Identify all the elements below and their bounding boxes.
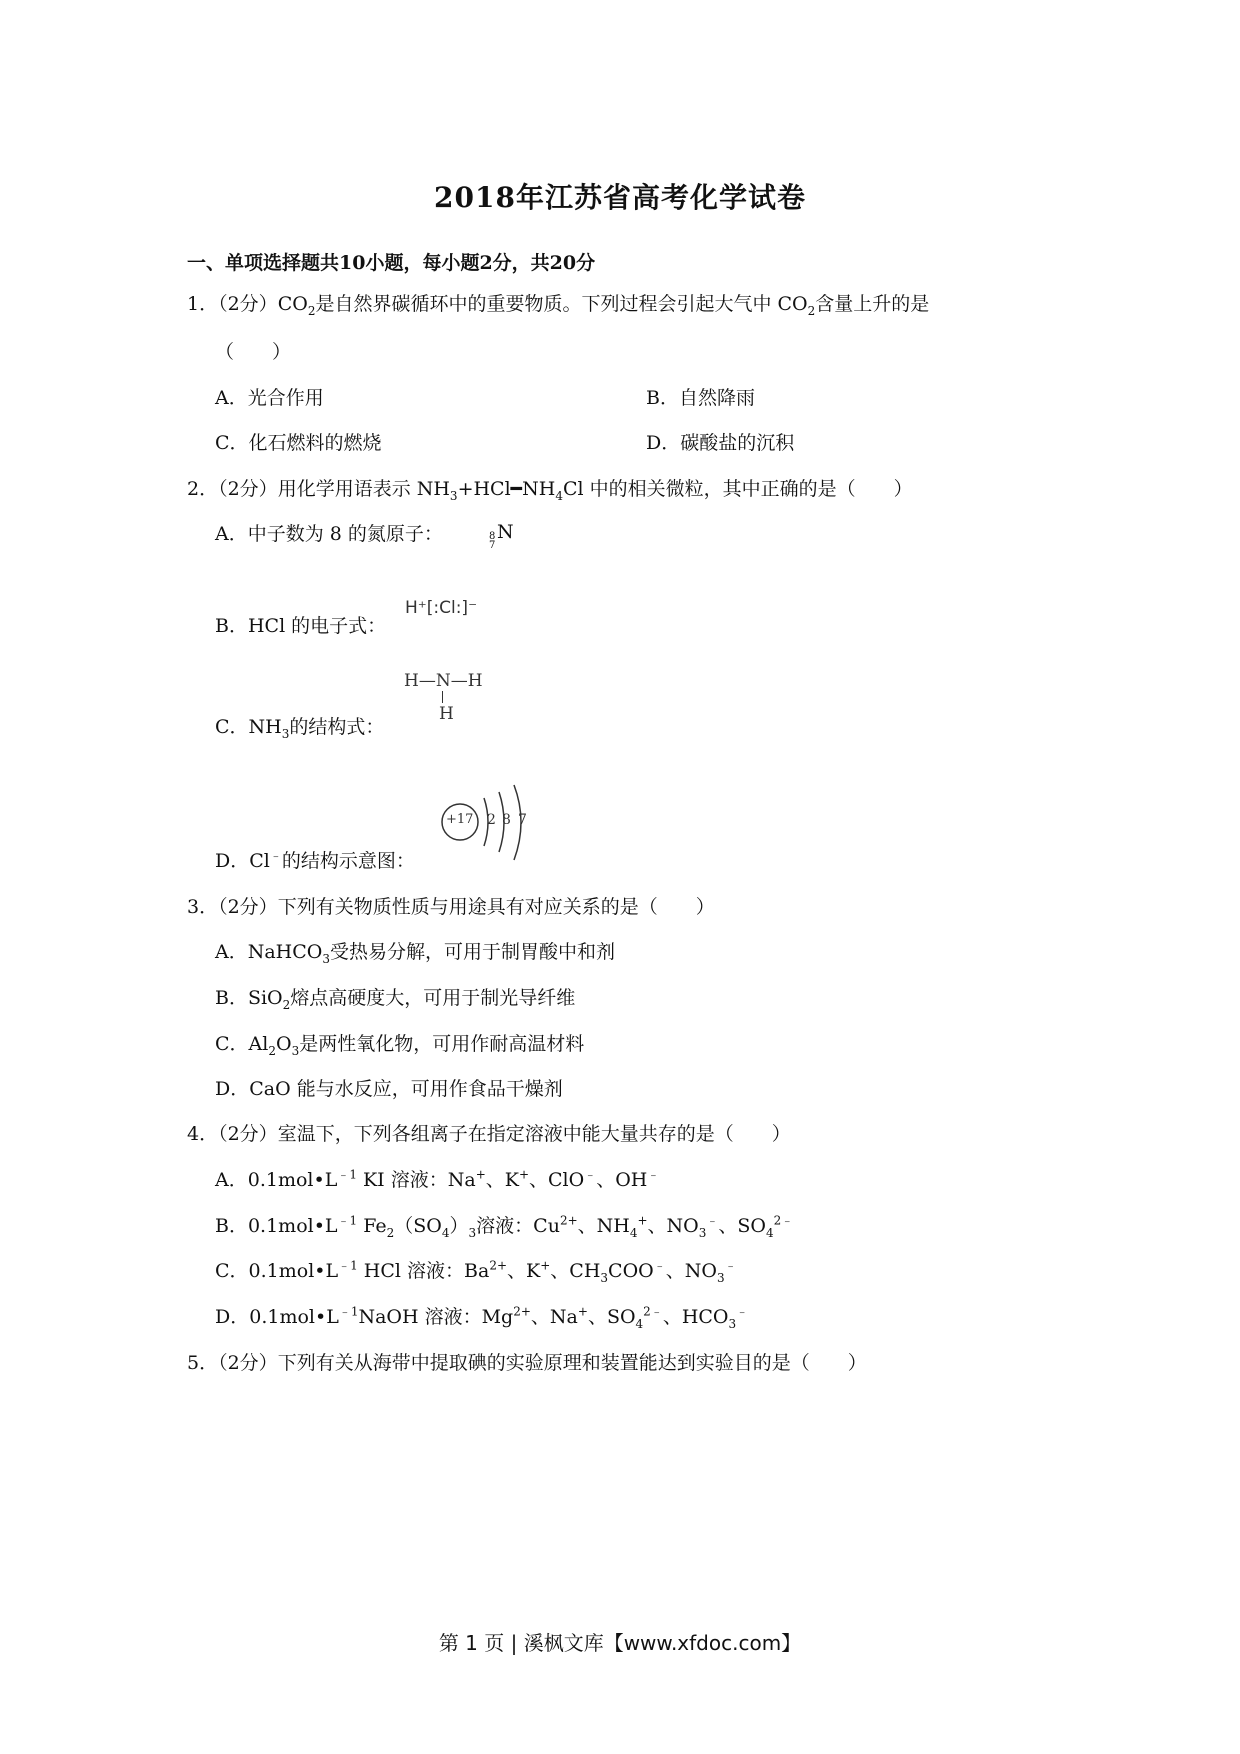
hcl-electron-formula: H⁺[:Cl:]⁻ xyxy=(405,598,478,618)
superscript: 2﹣ xyxy=(643,1304,663,1319)
question-score: （2分） xyxy=(218,1352,278,1374)
atomic-number: 7 xyxy=(489,540,496,551)
subscript: 4 xyxy=(766,1225,774,1240)
subscript: 4 xyxy=(555,488,563,503)
shell-electrons-1: 2 xyxy=(487,812,496,828)
superscript: ﹣1 xyxy=(338,1304,359,1319)
ion-text: （SO xyxy=(394,1215,442,1237)
ion-text: ） xyxy=(449,1215,469,1237)
answer-paren: （ ） xyxy=(215,341,292,363)
q1-option-a: A．光合作用 xyxy=(215,387,324,409)
question-stem: 下列有关从海带中提取碘的实验原理和装置能达到实验目的是（ ） xyxy=(277,1352,867,1374)
question-4 xyxy=(187,1122,791,1146)
ion-text: HCl 溶液：Ba xyxy=(357,1260,490,1282)
subscript: 2 xyxy=(807,303,816,318)
concentration: 0.1mol•L xyxy=(247,1169,338,1191)
superscript: ﹣ xyxy=(736,1304,749,1319)
page-title: 2018年江苏省高考化学试卷 xyxy=(434,181,806,214)
nh3-structural-formula xyxy=(404,671,494,731)
question-3 xyxy=(187,895,715,919)
q4-option-c xyxy=(215,1259,737,1283)
question-number: 3． xyxy=(187,896,219,918)
superscript: + xyxy=(518,1167,530,1182)
superscript: ﹣1 xyxy=(337,1167,357,1182)
nucleus-charge: +17 xyxy=(446,812,474,827)
q3-option-a-text-2: 受热易分解，可用于制胃酸中和剂 xyxy=(330,941,616,963)
q3-option-c-mid: O xyxy=(275,1033,292,1055)
q2-option-d-text: D．Cl xyxy=(215,850,270,872)
option-label: A． xyxy=(215,1169,248,1191)
ion-text: 、NO xyxy=(665,1260,717,1282)
subscript: 2 xyxy=(268,1043,276,1058)
q1-option-d: D．碳酸盐的沉积 xyxy=(646,432,795,454)
page-footer: 第 1 页 | 溪枫文库【www.xfdoc.com】 xyxy=(438,1631,802,1655)
q3-option-c-text: C．Al xyxy=(215,1033,269,1055)
q2-option-c-text: C．NH xyxy=(215,716,282,738)
ion-text: 、ClO xyxy=(529,1169,585,1191)
question-stem: 下列有关物质性质与用途具有对应关系的是（ ） xyxy=(277,896,715,918)
subscript: 3 xyxy=(468,1225,477,1240)
q3-option-c xyxy=(215,1032,584,1056)
concentration: 0.1mol•L xyxy=(248,1260,339,1282)
question-number: 1． xyxy=(187,293,219,315)
subscript: 2 xyxy=(307,303,316,318)
option-label: C． xyxy=(215,1260,249,1282)
subscript: 3 xyxy=(281,726,290,741)
ion-text: 、SO xyxy=(587,1306,636,1328)
q4-option-a-text: KI 溶液：Na xyxy=(356,1169,476,1191)
q3-option-b-text-2: 熔点高硬度大，可用于制光导纤维 xyxy=(290,987,576,1009)
shell-electrons-2: 8 xyxy=(502,812,511,828)
q2-option-a xyxy=(215,522,443,546)
subscript: 4 xyxy=(635,1316,644,1331)
ion-text: 、K xyxy=(507,1260,541,1282)
mass-number: 8 xyxy=(489,531,496,542)
q1-text-1: CO xyxy=(277,293,308,315)
superscript: ﹣ xyxy=(706,1213,719,1228)
ion-text: 、CH xyxy=(550,1260,601,1282)
ion-text: 、NH xyxy=(577,1215,630,1237)
element-symbol: N xyxy=(497,521,514,543)
q3-option-b xyxy=(215,986,575,1010)
shell-electrons-3: 7 xyxy=(518,812,527,828)
superscript: ﹣ xyxy=(724,1258,737,1273)
subscript: 4 xyxy=(629,1225,638,1240)
q3-option-c-text-2: 是两性氧化物，可用作耐高温材料 xyxy=(299,1033,585,1055)
option-label: B． xyxy=(215,1215,248,1237)
subscript: 3 xyxy=(728,1316,737,1331)
q2-option-a-text: A．中子数为 8 的氮原子： xyxy=(215,523,443,545)
superscript: 2+ xyxy=(513,1304,531,1319)
superscript: 2+ xyxy=(559,1213,578,1228)
concentration: 0.1mol•L xyxy=(247,1215,338,1237)
q3-option-a xyxy=(215,940,615,964)
nh3-structure-bottom: H xyxy=(439,704,454,724)
question-score: （2分） xyxy=(218,293,278,315)
ion-text: COO xyxy=(608,1260,654,1282)
subscript: 3 xyxy=(716,1270,725,1285)
q2-option-d-text-2: 的结构示意图： xyxy=(281,850,415,872)
ion-text: 、Na xyxy=(530,1306,578,1328)
subscript: 3 xyxy=(449,488,458,503)
subscript: 2 xyxy=(282,997,291,1012)
cl-ion-structure-diagram xyxy=(438,780,548,870)
question-number: 5． xyxy=(187,1352,219,1374)
q3-option-d: D．CaO 能与水反应，可用作食品干燥剂 xyxy=(215,1078,563,1100)
q1-option-c: C．化石燃料的燃烧 xyxy=(215,432,382,454)
q2-text-3: Cl 中的相关微粒，其中正确的是（ ） xyxy=(562,478,913,500)
superscript: ﹣1 xyxy=(337,1213,358,1228)
concentration: 0.1mol•L xyxy=(249,1306,339,1328)
ion-text: 、NO xyxy=(647,1215,699,1237)
section-heading: 一、单项选择题共10小题，每小题2分，共20分 xyxy=(187,252,596,274)
superscript: + xyxy=(637,1213,648,1228)
superscript: + xyxy=(475,1167,486,1182)
superscript: 2﹣ xyxy=(773,1213,794,1228)
question-score: （2分） xyxy=(218,478,278,500)
superscript: 2+ xyxy=(489,1258,508,1273)
question-number: 4． xyxy=(187,1123,219,1145)
subscript: 3 xyxy=(322,951,330,966)
superscript: ﹣ xyxy=(653,1258,666,1273)
q2-option-b: B．HCl 的电子式： xyxy=(215,615,387,637)
q1-text-3: 含量上升的是 xyxy=(815,293,930,315)
superscript: ﹣ xyxy=(269,848,282,863)
q4-option-d xyxy=(215,1305,748,1329)
subscript: 3 xyxy=(291,1043,300,1058)
superscript: ﹣ xyxy=(647,1167,660,1182)
superscript: ﹣ xyxy=(584,1167,597,1182)
nitrogen-isotope-symbol xyxy=(489,520,529,560)
q4-option-a xyxy=(215,1168,659,1192)
question-score: （2分） xyxy=(218,1123,278,1145)
ion-text: Fe xyxy=(357,1215,387,1237)
q1-option-b: B．自然降雨 xyxy=(646,387,755,409)
q2-option-c xyxy=(215,715,384,739)
q2-text-2: +HCl━NH xyxy=(457,478,556,500)
ion-text: 、OH xyxy=(596,1169,648,1191)
bond-line xyxy=(442,691,443,703)
subscript: 3 xyxy=(600,1270,609,1285)
option-label: D． xyxy=(215,1306,250,1328)
ion-text: 溶液：Cu xyxy=(476,1215,560,1237)
question-5 xyxy=(187,1351,867,1375)
q2-option-c-text-2: 的结构式： xyxy=(289,716,385,738)
q2-text-1: 用化学用语表示 NH xyxy=(277,478,450,500)
ion-text: 、SO xyxy=(718,1215,766,1237)
q3-option-b-text: B．SiO xyxy=(215,987,283,1009)
question-1 xyxy=(187,292,929,316)
q3-option-a-text: A．NaHCO xyxy=(215,941,323,963)
q1-text-2: 是自然界碳循环中的重要物质。下列过程会引起大气中 CO xyxy=(315,293,808,315)
superscript: + xyxy=(577,1304,588,1319)
nh3-structure-top: H—N—H xyxy=(404,671,483,691)
ion-text: NaOH 溶液：Mg xyxy=(358,1306,514,1328)
question-stem: 室温下，下列各组离子在指定溶液中能大量共存的是（ ） xyxy=(277,1123,791,1145)
q2-option-d xyxy=(215,849,415,873)
question-score: （2分） xyxy=(218,896,278,918)
ion-text: 、HCO xyxy=(662,1306,729,1328)
q4-option-b xyxy=(215,1214,793,1238)
superscript: ﹣1 xyxy=(338,1258,358,1273)
subscript: 4 xyxy=(441,1225,450,1240)
question-2 xyxy=(187,477,913,501)
ion-text: 、K xyxy=(485,1169,519,1191)
question-number: 2． xyxy=(187,478,219,500)
superscript: + xyxy=(540,1258,551,1273)
subscript: 3 xyxy=(698,1225,707,1240)
subscript: 2 xyxy=(386,1225,395,1240)
